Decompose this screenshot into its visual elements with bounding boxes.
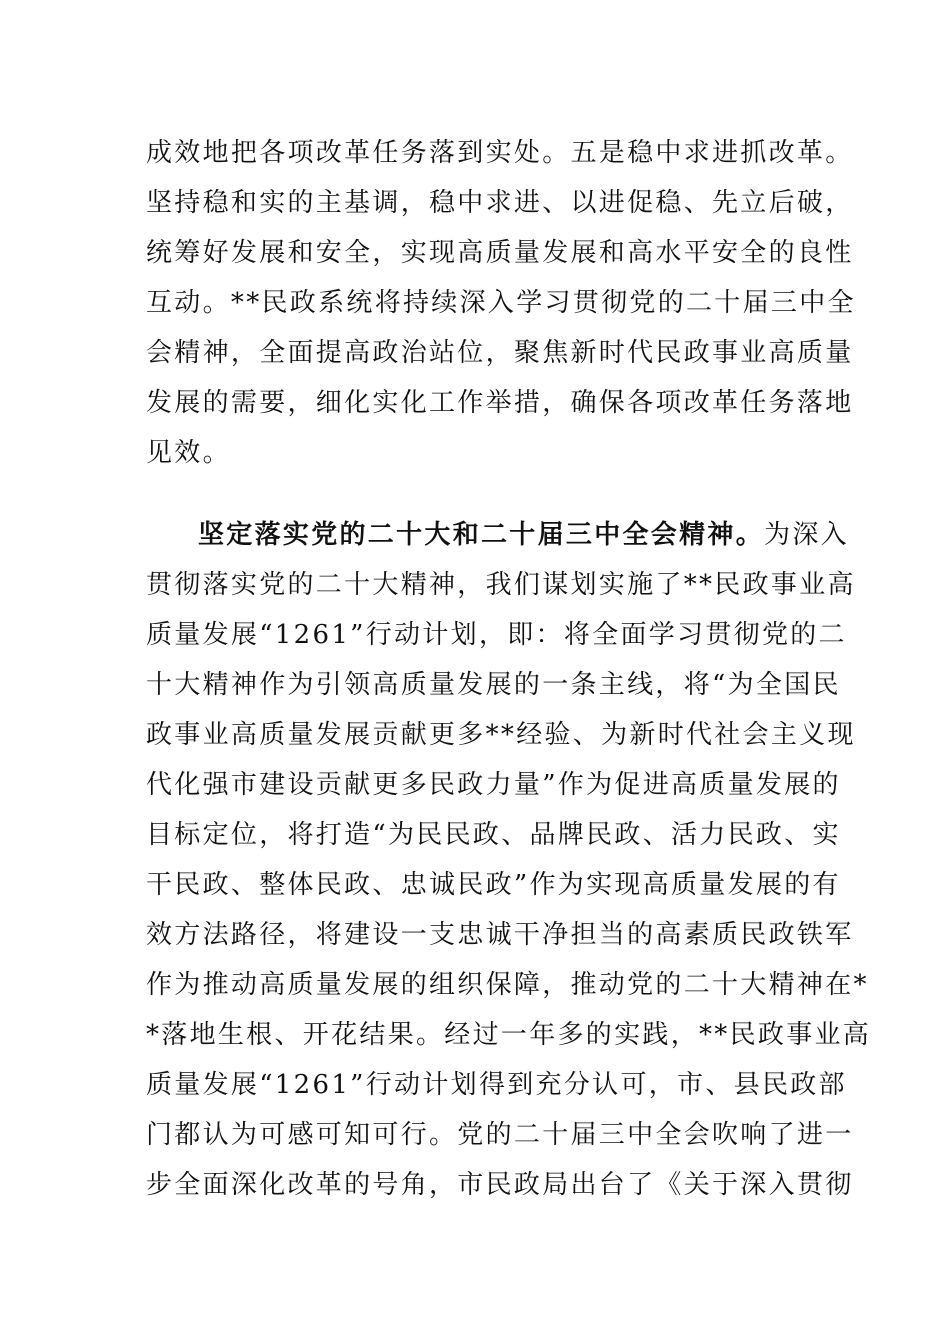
text-line: *落地生根、开花结果。经过一年多的实践，**民政事业高	[146, 1020, 872, 1050]
text-line: 门都认为可感可知可行。党的二十届三中全会吹响了进一	[146, 1120, 854, 1150]
text-line: 见效。	[146, 438, 231, 468]
text-line: 贯彻落实党的二十大精神，我们谋划实施了**民政事业高	[146, 570, 856, 600]
text-line: 统筹好发展和安全，实现高质量发展和高水平安全的良性	[146, 238, 854, 268]
text-line: 步全面深化改革的号角，市民政局出台了《关于深入贯彻	[146, 1170, 854, 1200]
text-line: 十大精神作为引领高质量发展的一条主线，将“为全国民	[146, 670, 841, 700]
heading-line-rest: 为深入	[764, 520, 849, 550]
text-line: 坚持稳和实的主基调，稳中求进、以进促稳、先立后破，	[146, 188, 854, 218]
text-line: 成效地把各项改革任务落到实处。五是稳中求进抓改革。	[146, 138, 854, 168]
text-line: 质量发展“1261”行动计划，即：将全面学习贯彻党的二	[146, 620, 847, 650]
paragraph-heading: 坚定落实党的二十大和二十届三中全会精神。	[198, 520, 765, 550]
text-line: 效方法路径，将建设一支忠诚干净担当的高素质民政铁军	[146, 920, 854, 950]
text-line: 政事业高质量发展贡献更多**经验、为新时代社会主义现	[146, 720, 856, 750]
text-line: 互动。**民政系统将持续深入学习贯彻党的二十届三中全	[146, 288, 856, 318]
text-line: 代化强市建设贡献更多民政力量”作为促进高质量发展的	[146, 770, 841, 800]
text-line: 目标定位，将打造“为民民政、品牌民政、活力民政、实	[146, 820, 841, 850]
text-line: 作为推动高质量发展的组织保障，推动党的二十大精神在*	[146, 970, 869, 1000]
text-line: 干民政、整体民政、忠诚民政”作为实现高质量发展的有	[146, 870, 841, 900]
text-line: 质量发展“1261”行动计划得到充分认可，市、县民政部	[146, 1070, 847, 1100]
text-line: 会精神，全面提高政治站位，聚焦新时代民政事业高质量	[146, 338, 854, 368]
text-line: 发展的需要，细化实化工作举措，确保各项改革任务落地	[146, 388, 854, 418]
paragraph-heading-line	[198, 510, 849, 560]
